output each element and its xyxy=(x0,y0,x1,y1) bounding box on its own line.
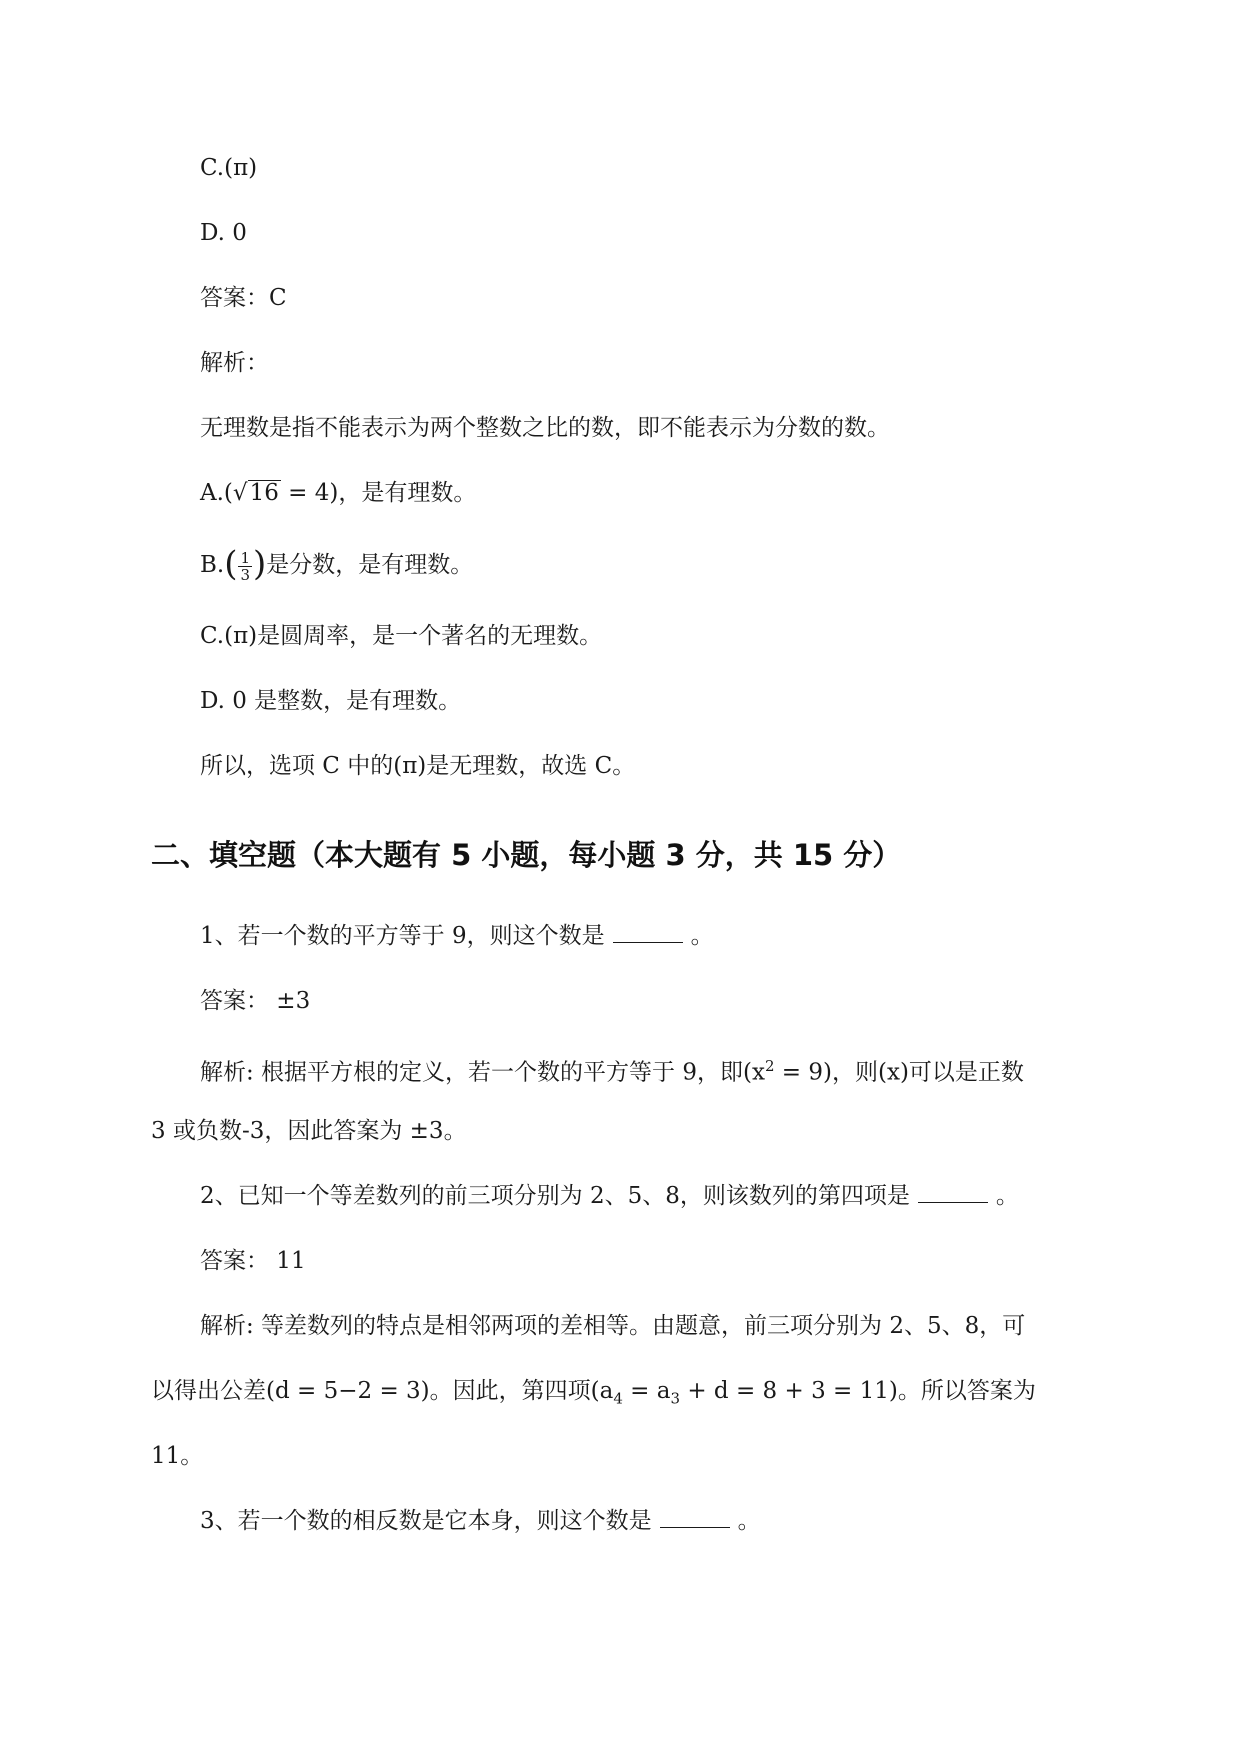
analysis-a-line xyxy=(200,477,476,509)
question-3 xyxy=(200,1505,761,1537)
section-heading: 二、填空题（本大题有 5 小题，每小题 3 分，共 15 分） xyxy=(151,838,902,872)
analysis-b-prefix: B. xyxy=(200,552,225,578)
question-2 xyxy=(200,1180,1019,1212)
conclusion-line: 所以，选项 C 中的(π)是无理数，故选 C。 xyxy=(200,753,636,779)
q2-analysis-l2-part-a: 以得出公差(d = 5−2 = 3)。因此，第四项(a xyxy=(151,1378,614,1404)
fraction-denominator: 3 xyxy=(240,565,251,584)
question-2-analysis-line1: 解析: 等差数列的特点是相邻两项的差相等。由题意，前三项分别为 2、5、8，可 xyxy=(200,1313,1026,1339)
analysis-c-line: C.(π)是圆周率，是一个著名的无理数。 xyxy=(200,623,603,649)
question-1-analysis xyxy=(200,1050,1024,1089)
question-3-text: 3、若一个数的相反数是它本身，则这个数是 xyxy=(200,1508,652,1534)
definition-text: 无理数是指不能表示为两个整数之比的数，即不能表示为分数的数。 xyxy=(200,415,890,441)
question-2-end: 。 xyxy=(995,1183,1019,1209)
question-3-end: 。 xyxy=(737,1508,761,1534)
q2-analysis-l2-part-b: = a xyxy=(622,1378,671,1404)
analysis-b-rest: 是分数，是有理数。 xyxy=(266,552,474,578)
q1-analysis-part-a: 解析: 根据平方根的定义，若一个数的平方等于 9，即(x xyxy=(200,1059,765,1086)
fraction-numerator: 1 xyxy=(240,548,251,567)
question-2-analysis-line2 xyxy=(151,1375,1036,1415)
subscript-4: 4 xyxy=(613,1389,623,1408)
left-paren: ( xyxy=(224,544,238,584)
analysis-a-rest: = 4)，是有理数。 xyxy=(280,480,477,506)
analysis-label: 解析： xyxy=(200,350,269,376)
question-1-analysis-line2: 3 或负数-3，因此答案为 ±3。 xyxy=(151,1118,467,1144)
question-2-text: 2、已知一个等差数列的前三项分别为 2、5、8，则该数列的第四项是 xyxy=(200,1183,910,1209)
question-1-end: 。 xyxy=(690,923,714,949)
answer-blank xyxy=(613,924,683,943)
sqrt-radicand: 16 xyxy=(249,480,279,506)
analysis-a-prefix: A.( xyxy=(200,480,233,506)
question-2-analysis-line3: 11。 xyxy=(151,1443,204,1469)
right-paren: ) xyxy=(253,544,267,584)
q2-analysis-l2-part-c: + d = 8 + 3 = 11)。所以答案为 xyxy=(680,1378,1036,1404)
analysis-d-line: D. 0 是整数，是有理数。 xyxy=(200,688,462,714)
answer-blank xyxy=(660,1509,730,1528)
question-1-text: 1、若一个数的平方等于 9，则这个数是 xyxy=(200,923,605,949)
fraction xyxy=(238,550,252,583)
question-2-answer: 答案： 11 xyxy=(200,1248,306,1274)
option-d: D. 0 xyxy=(200,220,247,246)
subscript-3: 3 xyxy=(670,1389,681,1408)
question-1-answer: 答案： ±3 xyxy=(200,988,311,1014)
superscript-2: 2 xyxy=(764,1057,775,1075)
answer-blank xyxy=(918,1184,988,1203)
q1-analysis-part-b: = 9)，则(x)可以是正数 xyxy=(774,1059,1024,1086)
answer-line: 答案：C xyxy=(200,285,287,311)
sqrt-sign: √ xyxy=(232,480,248,506)
option-c: C.(π) xyxy=(200,155,258,181)
question-1 xyxy=(200,920,714,952)
analysis-b-line xyxy=(200,544,474,584)
